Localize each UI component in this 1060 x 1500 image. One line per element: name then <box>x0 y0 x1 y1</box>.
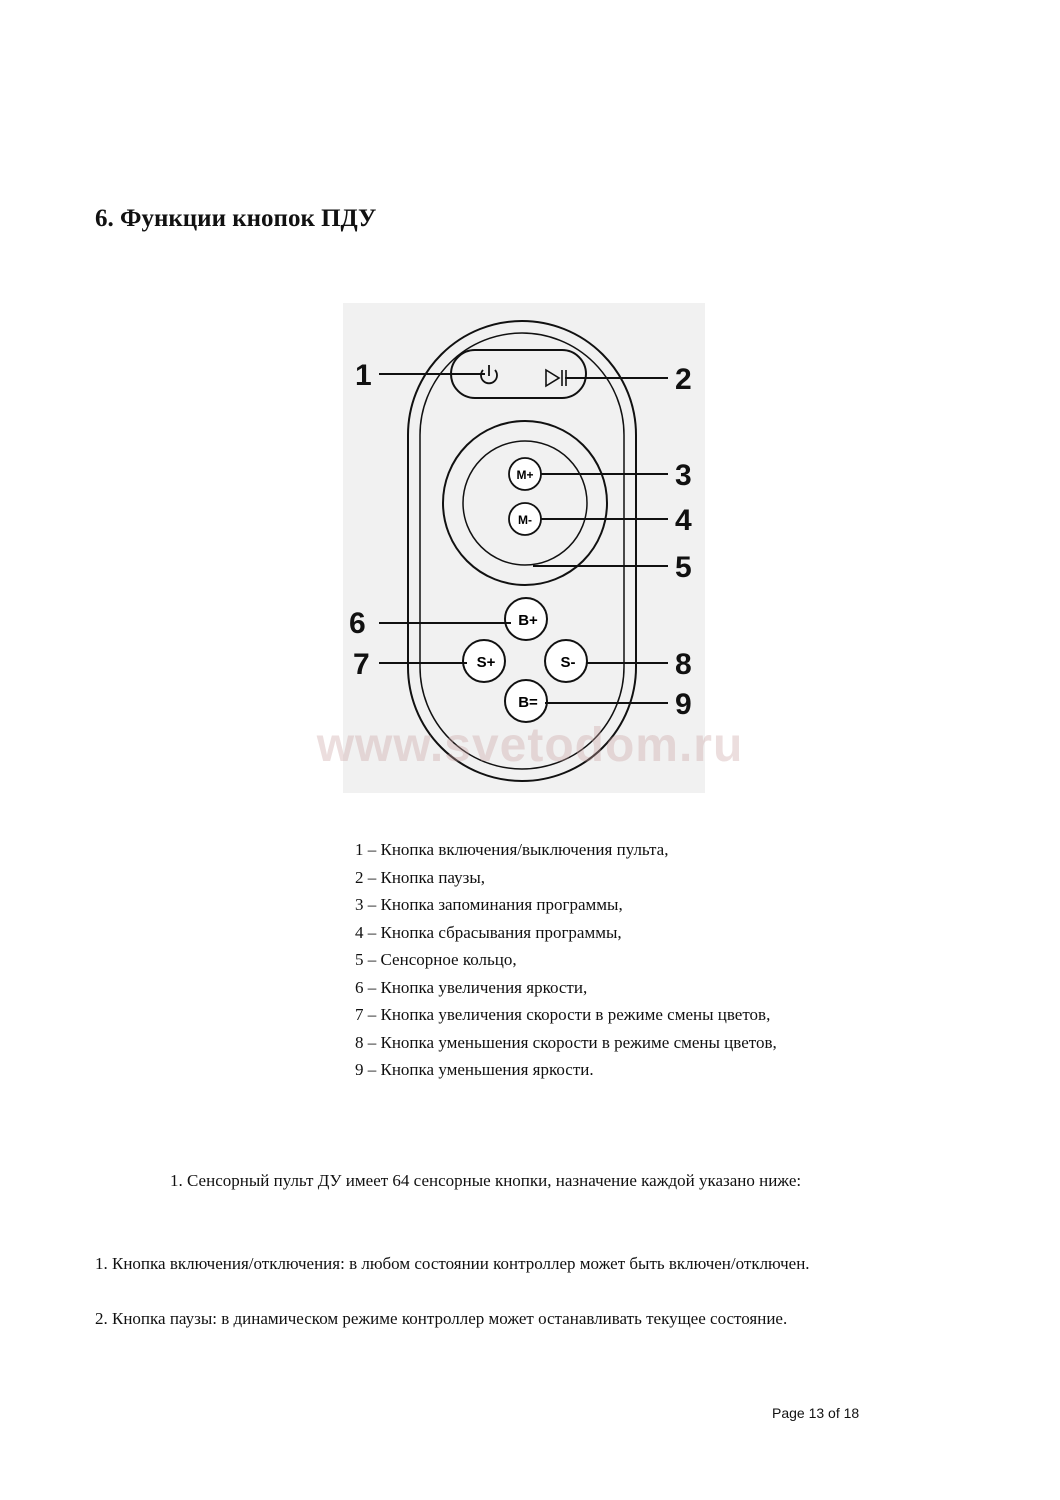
watermark: www.svetodom.ru <box>316 719 744 772</box>
callout-9: 9 <box>675 688 692 721</box>
callout-1: 1 <box>355 359 372 392</box>
legend-item: 7 – Кнопка увеличения скорости в режиме смены цветов, <box>355 1005 771 1024</box>
page-number: Page 13 of 18 <box>772 1405 860 1421</box>
paragraph-intro: 1. Сенсорный пульт ДУ имеет 64 сенсорные кнопки, назначение каждой указано ниже: <box>170 1171 802 1190</box>
legend-item: 3 – Кнопка запоминания программы, <box>355 895 623 914</box>
play-pause-icon <box>546 370 566 386</box>
callout-3: 3 <box>675 459 692 492</box>
s-minus-label: S- <box>560 654 576 671</box>
paragraph-pause-button: 2. Кнопка паузы: в динамическом режиме контроллер может останавливать текущее состояние. <box>95 1309 788 1328</box>
m-plus-label: M+ <box>516 468 534 482</box>
section-heading: 6. Функции кнопок ПДУ <box>95 205 377 232</box>
b-minus-label: B= <box>518 694 538 711</box>
legend-item: 8 – Кнопка уменьшения скорости в режиме смены цветов, <box>355 1032 777 1052</box>
legend-item: 1 – Кнопка включения/выключения пульта, <box>355 840 669 859</box>
legend-item: 4 – Кнопка сбрасывания программы, <box>355 922 622 942</box>
b-plus-label: B+ <box>518 612 538 629</box>
legend-item: 5 – Сенсорное кольцо, <box>355 950 517 969</box>
callout-8: 8 <box>675 648 692 681</box>
callout-5: 5 <box>675 551 692 584</box>
callout-2: 2 <box>675 363 692 396</box>
m-minus-label: M- <box>518 513 532 527</box>
legend-item: 2 – Кнопка паузы, <box>355 867 485 887</box>
callout-7: 7 <box>353 648 370 681</box>
button-legend <box>355 836 777 1084</box>
s-plus-label: S+ <box>476 654 496 671</box>
legend-item: 9 – Кнопка уменьшения яркости. <box>355 1060 594 1079</box>
callout-6: 6 <box>349 607 366 640</box>
callout-4: 4 <box>675 504 692 537</box>
legend-item: 6 – Кнопка увеличения яркости, <box>355 977 588 997</box>
paragraph-power-button: 1. Кнопка включения/отключения: в любом состоянии контроллер может быть включен/отключен. <box>95 1254 810 1273</box>
